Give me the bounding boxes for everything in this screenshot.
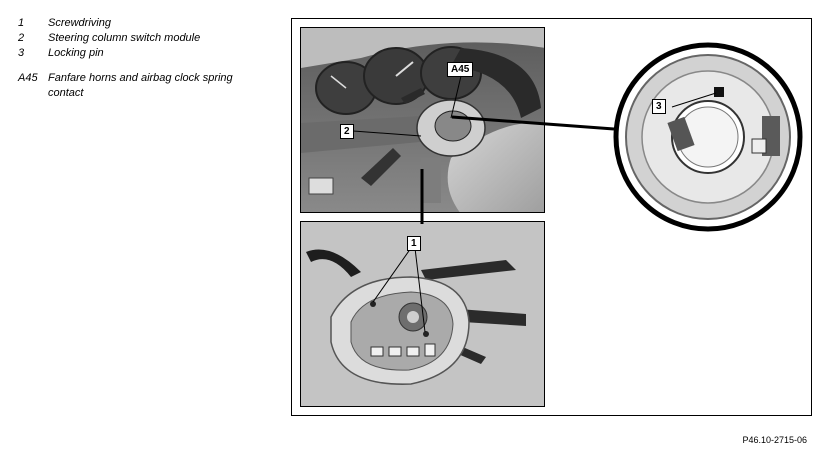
legend-number: A45	[18, 72, 38, 84]
legend-number: 3	[18, 47, 25, 59]
legend-number: 1	[18, 17, 25, 29]
legend-item-1	[18, 16, 258, 31]
callout-3: 3	[652, 99, 666, 114]
figure-frame	[291, 18, 812, 416]
figure-reference: P46.10-2715-06	[742, 435, 807, 445]
legend-text: Fanfare horns and airbag clock spring contact	[48, 72, 233, 99]
callout-2: 2	[340, 124, 354, 139]
legend-item-a45	[18, 71, 258, 101]
legend-text: Locking pin	[48, 47, 104, 59]
legend-item-2	[18, 31, 258, 46]
legend-item-3	[18, 46, 258, 61]
connector-lines	[292, 19, 813, 417]
callout-1: 1	[407, 236, 421, 251]
legend	[18, 16, 258, 101]
legend-text: Steering column switch module	[48, 32, 201, 44]
legend-spacer	[18, 61, 258, 71]
legend-text: Screwdriving	[48, 17, 111, 29]
callout-a45: A45	[447, 62, 473, 77]
legend-number: 2	[18, 32, 25, 44]
